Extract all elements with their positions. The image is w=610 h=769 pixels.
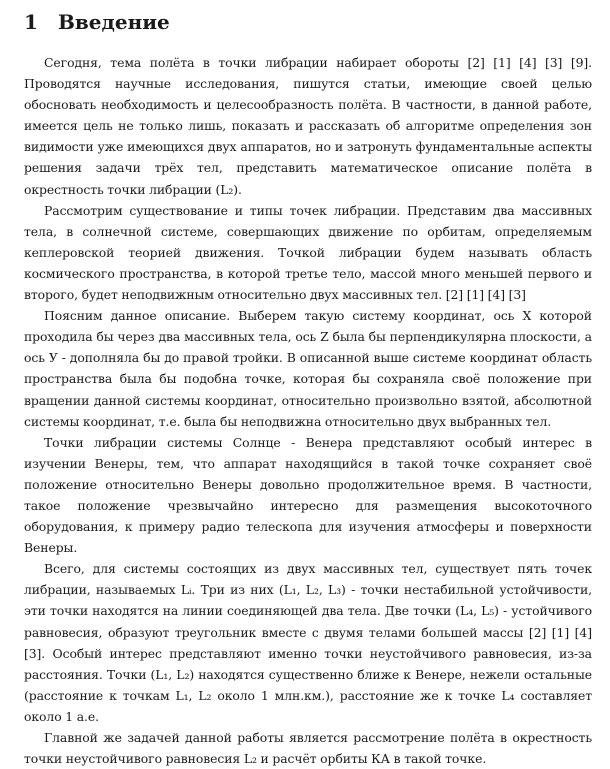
sun-venus-paragraph: Точки либрации системы Солнце - Венера представляют особый интерес в изучении Венеры, тем, что аппарат находящийся в такой точке сохраняет своё положение относительно Венеры довольно продолжительное время. В частности, такое положение чрезвычайно интересно для размещения высокоточного оборудования, к примеру радио телескопа для изучения атмосферы и поверхности Венеры. bbox=[24, 434, 592, 556]
libration-types-paragraph: Рассмотрим существование и типы точек либрации. Представим два массивных тела, в солнечной системе, совершающих движение по орбитам, определяемым кеплеровской теорией движения. Точкой либрации будем называть область космического пространства, в которой третье тело, массой много меньшей первого и второго, будет неподвижным относительно двух массивных тел. [2] [1] [4] [3] bbox=[24, 202, 592, 303]
coordinate-system-paragraph: Поясним данное описание. Выберем такую систему координат, ось X которой проходила бы через два массивных тела, ось Z была бы перпендикулярна плоскости, а ось У - дополняла бы до правой тройки. В описанной выше системе координат область пространства была бы подобна точке, которая бы сохраняла своё положение при вращении данной системы координат, относительно произвольно взятой, абсолютной системы координат, т.е. была бы неподвижна относительно двух выбранных тел. bbox=[24, 308, 592, 429]
section-title: Введение bbox=[58, 10, 170, 34]
section-heading bbox=[24, 10, 592, 34]
intro-paragraph: Сегодня, тема полёта в точки либрации набирает обороты [2] [1] [4] [3] [9]. Проводятся научные исследования, пишутся статьи, имеющие своей целью обосновать необходимость и целесообразность полёта. В частности, в данной работе, имеется цель не только лишь, показать и рассказать об алгоритме определения зон видимости уже имеющихся двух аппаратов, но и затронуть фундаментальные аспекты решения задачи трёх тел, представить математическое описание полёта в окрестность точки либрации (L₂). bbox=[24, 55, 592, 197]
main-task-paragraph: Главной же задачей данной работы является рассмотрение полёта в окрестность точки неустойчивого равновесия L₂ и расчёт орбиты КА в такой точке. bbox=[24, 730, 592, 767]
section-number: 1 bbox=[24, 10, 38, 34]
five-points-paragraph: Всего, для системы состоящих из двух массивных тел, существует пять точек либрации, называемых Lᵢ. Три из них (L₁, L₂, L₃) - точки нестабильной устойчивости, эти точки находятся на линии соединяющей два тела. Две точки (L₄, L₅) - устойчивого равновесия, образуют треугольник вместе с двумя телами большей массы [2] [1] [4] [3]. Особый интерес представляют именно точки неустойчивого равновесия, из-за расстояния. Точки (L₁, L₂) находятся существенно ближе к Венере, нежели остальные (расстояние к точкам L₁, L₂ около 1 млн.км.), расстояние же к точке L₄ составляет около 1 а.е. bbox=[24, 561, 592, 724]
